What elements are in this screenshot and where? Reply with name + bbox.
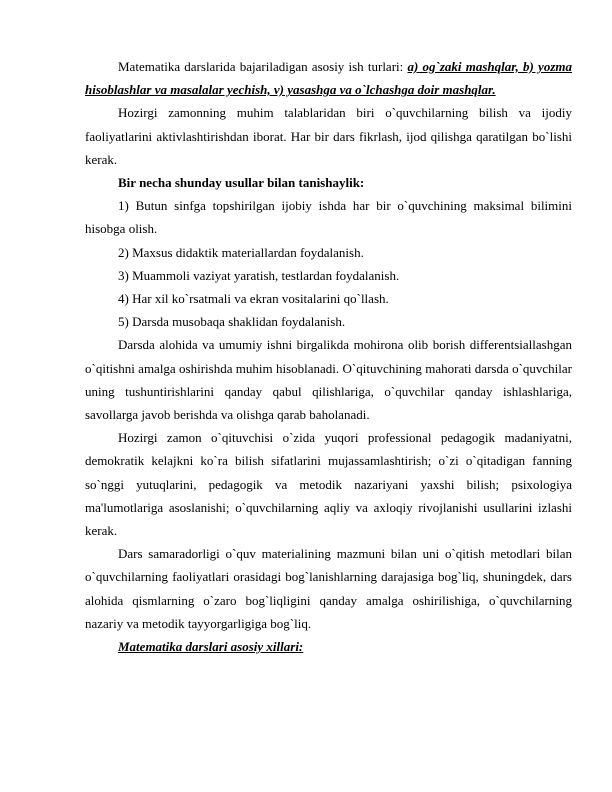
work-types-emphasis: a) og`zaki mashqlar, b) yozma hisoblashlar va masalalar yechish, v) yasashga va o`lchashga doir mashqlar. xyxy=(85,59,572,98)
paragraph-lesson-effectiveness: Dars samaradorligi o`quv materialining mazmuni bilan uni o`qitish metodlari bilan o`quvchilarning faoliyatlari orasidagi bog`lanishlarning darajasiga bog`liq, shuningdek, dars alohida qismlarning o`zaro bog`liqligini qanday amalga oshirilishiga, o`quvchilarning nazariy va metodik tayyorgarligiga bog`liq. xyxy=(85,546,572,631)
list-item-1: 1) Butun sinfga topshirilgan ijobiy ishda har bir o`quvchining maksimal bilimini hisobga olish. xyxy=(85,198,572,237)
paragraph-modern-teacher: Hozirgi zamon o`qituvchisi o`zida yuqori professional pedagogik madaniyatni, demokratik kelajkni ko`ra bilish sifatlarini mujassamlashtirish; o`zi o`qitadigan fanning so`nggi yutuqlarini, pedagogik va metodik nazariyani yaxshi bilish; psixologiya ma'lumotlariga asoslanishi; o`quvchilarning aqliy va axloqiy rivojlanishi usullarini izlashi kerak. xyxy=(85,430,572,539)
list-item-2: 2) Maxsus didaktik materiallardan foydalanish. xyxy=(118,244,364,260)
paragraph-differentiated-teaching: Darsda alohida va umumiy ishni birgalikda mohirona olib borish differentsiallashgan o`qitishni amalga oshirishda muhim hisoblanadi. O`qituvchining mahorati darsda o`quvchilar uning tushuntirishlarini qanday qabul qilishlariga, o`quvchilar qanday ishlashlariga, savollarga javob berishda va olishga qarab baholanadi. xyxy=(85,337,572,423)
methods-heading: Bir necha shunday usullar bilan tanishaylik: xyxy=(118,175,365,191)
lesson-types-heading: Matematika darslari asosiy xillari: xyxy=(118,639,304,655)
paragraph-modern-requirements: Hozirgi zamonning muhim talablaridan biri o`quvchilarning bilish va ijodiy faoliyatlarini aktivlashtirishdan iborat. Har bir dars fikrlash, ijod qilishga qaratilgan bo`lishi kerak. xyxy=(85,105,572,167)
list-item-3: 3) Muammoli vaziyat yaratish, testlardan foydalanish. xyxy=(118,267,400,283)
list-item-5: 5) Darsda musobaqa shaklidan foydalanish. xyxy=(118,314,346,330)
list-item-4: 4) Har xil ko`rsatmali va ekran vositalarini qo`llash. xyxy=(118,291,389,307)
document-page xyxy=(85,0,572,658)
paragraph-work-types xyxy=(85,55,572,101)
paragraph-work-types-text: Matematika darslarida bajariladigan asosiy ish turlari: xyxy=(118,59,408,74)
